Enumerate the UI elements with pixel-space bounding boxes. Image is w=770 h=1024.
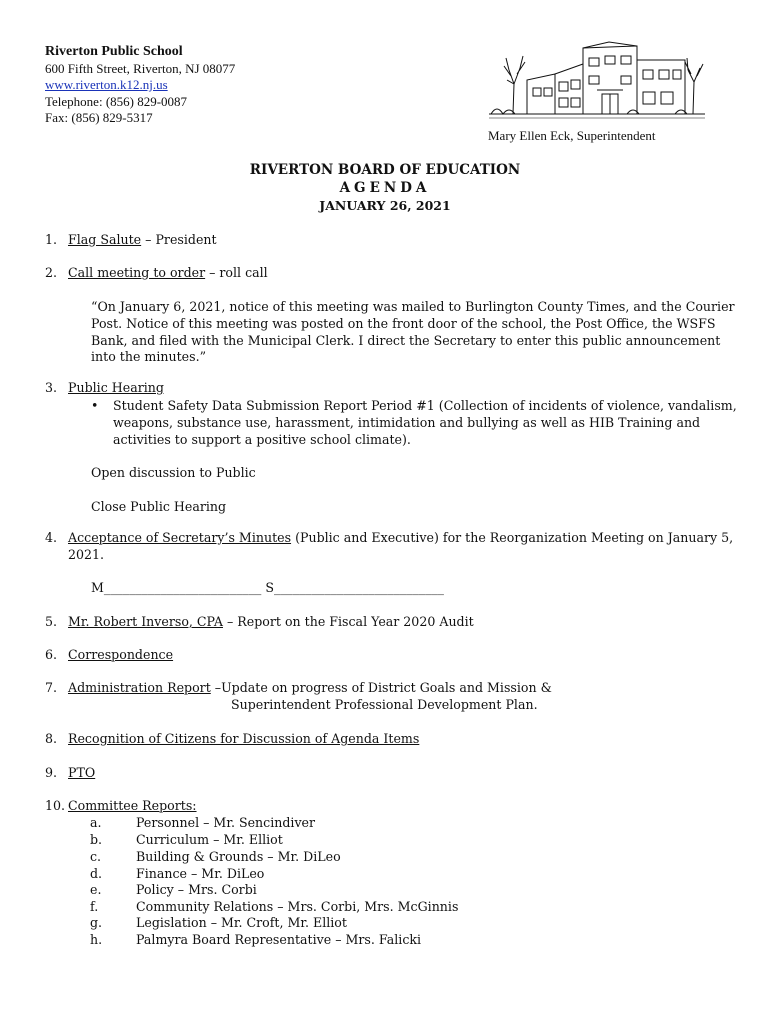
item-number: 4. — [45, 530, 58, 545]
sub-letter: d. — [90, 866, 103, 881]
school-building-logo — [487, 40, 707, 122]
sub-letter: a. — [90, 815, 102, 830]
school-website-link[interactable]: www.riverton.k12.nj.us — [45, 77, 168, 92]
sub-letter: b. — [90, 832, 103, 847]
sub-text: Palmyra Board Representative – Mrs. Falicki — [136, 932, 422, 947]
item-number: 10. — [45, 798, 66, 813]
item-number: 1. — [45, 232, 58, 247]
item-number: 7. — [45, 680, 58, 695]
bullet-icon: • — [91, 398, 99, 413]
item-label: Correspondence — [68, 647, 174, 662]
item-detail: – roll call — [205, 265, 268, 280]
item-number: 8. — [45, 731, 58, 746]
item-label: Public Hearing — [68, 380, 164, 395]
item-detail: (Public and Executive) for the Reorganization Meeting on January 5, 2021. — [68, 530, 734, 562]
item-number: 2. — [45, 265, 58, 280]
item-number: 3. — [45, 380, 58, 395]
item-detail: –Update on progress of District Goals and Mission & — [210, 680, 552, 695]
item-number: 9. — [45, 765, 58, 780]
sub-text: Personnel – Mr. Sencindiver — [136, 815, 316, 830]
item-detail: – Report on the Fiscal Year 2020 Audit — [222, 614, 474, 629]
sub-letter: g. — [90, 915, 103, 930]
sub-letter: c. — [90, 849, 102, 864]
sub-text: Policy – Mrs. Corbi — [136, 882, 257, 897]
open-discussion: Open discussion to Public — [91, 465, 256, 480]
sub-letter: h. — [90, 932, 103, 947]
sub-letter: e. — [90, 882, 102, 897]
school-address: 600 Fifth Street, Riverton, NJ 08077 — [45, 60, 236, 76]
item-label: Recognition of Citizens for Discussion of Agenda Items — [68, 731, 420, 746]
bullet-text: Student Safety Data Submission Report Period #1 (Collection of incidents of violence, vandalism, weapons, substance use, harassment, intimidation and bullying as well as HIB Training and activities to support a positive school climate). — [113, 398, 737, 447]
sub-text: Finance – Mr. DiLeo — [136, 866, 265, 881]
superintendent-name: Mary Ellen Eck, Superintendent — [488, 128, 656, 143]
letterhead — [45, 44, 235, 127]
sub-text: Legislation – Mr. Croft, Mr. Elliot — [136, 915, 347, 930]
school-name: Riverton Public School — [45, 44, 183, 59]
meeting-notice-quote: “On January 6, 2021, notice of this meeting was mailed to Burlington County Times, and the Courier Post. Notice of this meeting was posted on the front door of the school, the Post Office, the WSFS Bank, and filed with the Municipal Clerk. I direct the Secretary to enter this public announcement into the minutes.” — [91, 299, 735, 365]
item-label: Acceptance of Secretary’s Minutes — [68, 530, 292, 545]
item-label: Flag Salute — [68, 232, 142, 247]
sub-text: Building & Grounds – Mr. DiLeo — [136, 849, 341, 864]
close-hearing: Close Public Hearing — [91, 499, 227, 514]
item-number: 5. — [45, 614, 58, 629]
school-fax: Fax: (856) 829-5317 — [45, 110, 153, 125]
sub-text: Curriculum – Mr. Elliot — [136, 832, 283, 847]
agenda-title-block — [0, 161, 770, 215]
item-label: Call meeting to order — [68, 265, 206, 280]
administration-report-continued: Superintendent Professional Development Plan. — [231, 697, 538, 712]
item-label: PTO — [68, 765, 96, 780]
item-label: Committee Reports: — [68, 798, 197, 813]
meeting-date: JANUARY 26, 2021 — [319, 198, 451, 213]
board-title: RIVERTON BOARD OF EDUCATION — [249, 162, 521, 178]
sub-text: Community Relations – Mrs. Corbi, Mrs. McGinnis — [136, 899, 459, 914]
item-label: Administration Report — [68, 680, 211, 695]
item-label: Mr. Robert Inverso, CPA — [68, 614, 223, 629]
school-telephone: Telephone: (856) 829-0087 — [45, 93, 188, 109]
item-detail: – President — [141, 232, 217, 247]
motion-second-line: M_________________________ S___________________________ — [91, 580, 444, 595]
agenda-heading: AGENDA — [339, 180, 431, 196]
sub-letter: f. — [90, 899, 99, 914]
item-number: 6. — [45, 647, 58, 662]
